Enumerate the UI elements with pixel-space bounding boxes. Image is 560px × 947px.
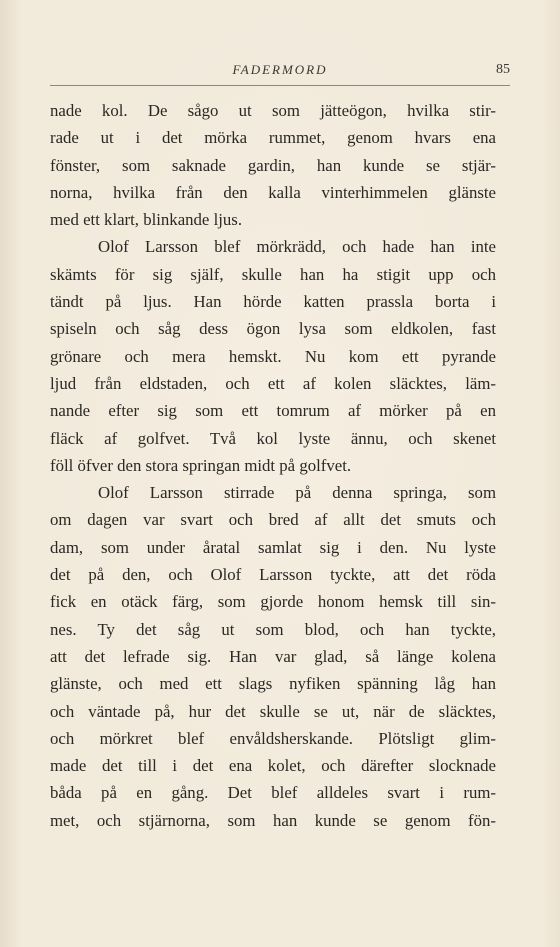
- text-line: föll öfver den stora springan midt på golfvet.: [50, 455, 352, 475]
- text-line: det på den, och Olof Larsson tyckte, att det röda: [50, 565, 496, 585]
- header-rule: [50, 85, 510, 86]
- text-line: spiseln och såg dess ögon lysa som eldkolen, fast: [50, 319, 496, 339]
- page-header: [50, 60, 510, 86]
- text-line: grönare och mera hemskt. Nu kom ett pyrande: [50, 346, 496, 366]
- text-line: norna, hvilka från den kalla vinterhimmelen glänste: [50, 182, 496, 202]
- text-line: glänste, och med ett slags nyfiken spänning låg han: [50, 674, 496, 694]
- text-line: båda på en gång. Det blef alldeles svart i rum-: [50, 783, 496, 803]
- text-line: nes. Ty det såg ut som blod, och han tyckte,: [50, 619, 496, 639]
- text-line: nande efter sig som ett tomrum af mörker på en: [50, 401, 496, 421]
- text-line: met, och stjärnorna, som han kunde se genom fön-: [50, 810, 496, 830]
- text-line: ljud från eldstaden, och ett af kolen släcktes, läm-: [50, 373, 496, 393]
- text-line: fönster, som saknade gardin, han kunde se stjär-: [50, 155, 496, 175]
- text-line: skämts för sig själf, skulle han ha stigit upp och: [50, 264, 496, 284]
- text-line: med ett klart, blinkande ljus.: [50, 210, 243, 230]
- text-line: att det lefrade sig. Han var glad, så länge kolena: [50, 646, 496, 666]
- text-line: made det till i det ena kolet, och därefter slocknade: [50, 756, 496, 776]
- text-line: och väntade på, hur det skulle se ut, när de släcktes,: [50, 701, 496, 721]
- text-line: Olof Larsson blef mörkrädd, och hade han inte: [98, 237, 496, 257]
- text-line: rade ut i det mörka rummet, genom hvars ena: [50, 128, 496, 148]
- text-line: och mörkret blef envåldsherskande. Plötsligt glim-: [50, 728, 496, 748]
- text-line: Olof Larsson stirrade på denna springa, som: [98, 483, 496, 503]
- text-line: fick en otäck färg, som gjorde honom hemsk till sin-: [50, 592, 496, 612]
- text-line: om dagen var svart och bred af allt det smuts och: [50, 510, 496, 530]
- text-line: tändt på ljus. Han hörde katten prassla borta i: [50, 292, 496, 312]
- text-line: nade kol. De sågo ut som jätteögon, hvilka stir-: [50, 101, 496, 120]
- page-number: 85: [496, 62, 510, 77]
- text-line: dam, som under åratal samlat sig i den. Nu lyste: [50, 537, 496, 557]
- text-line: fläck af golfvet. Två kol lyste ännu, och skenet: [50, 428, 496, 448]
- body-text: [50, 97, 496, 834]
- running-title: FADERMORD: [232, 62, 328, 77]
